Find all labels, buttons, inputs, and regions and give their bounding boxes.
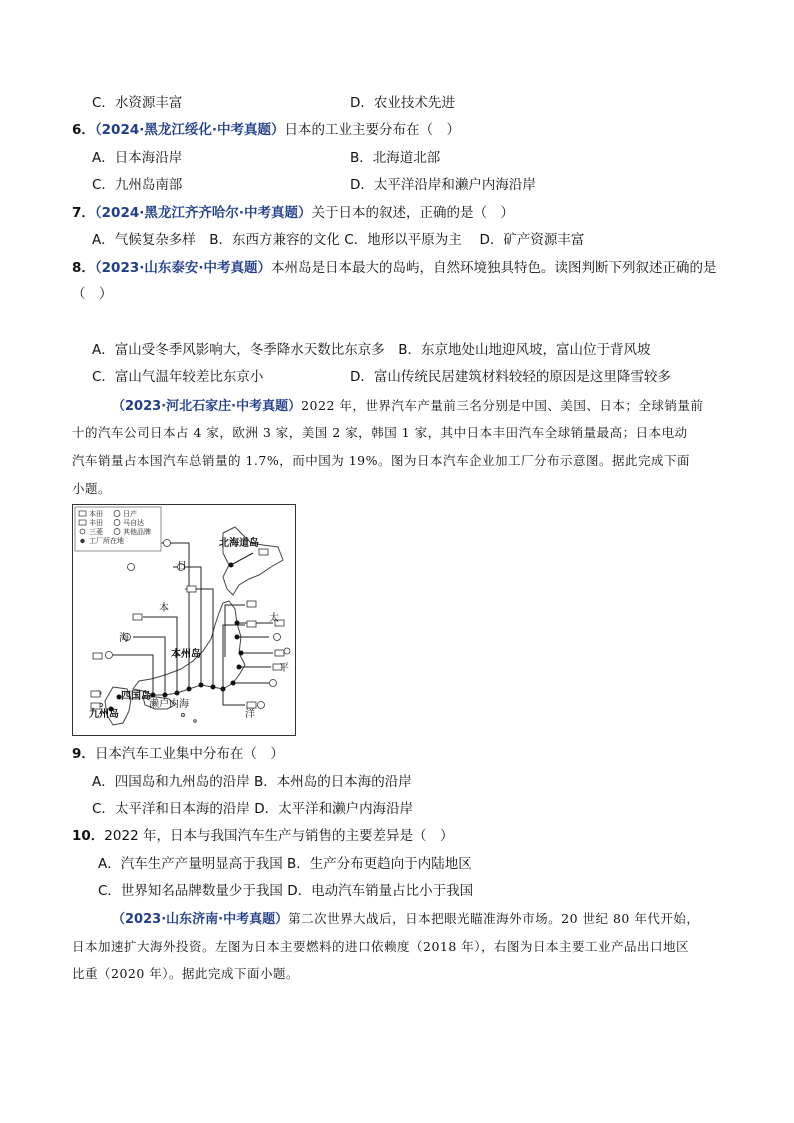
q8-option-c: C．富山气温年较差比东京小: [92, 369, 264, 385]
question-source: （2023·山东泰安·中考真题）: [94, 260, 271, 276]
q10-options-ab: A．汽车生产产量明显高于我国 B．生产分布更趋向于内陆地区: [98, 856, 472, 872]
passage-source: （2023·河北石家庄·中考真题）: [112, 399, 302, 414]
passage-2-line-3: 比重（2020 年）。据此完成下面小题。: [72, 966, 300, 981]
question-6-stem: [72, 120, 460, 140]
question-text: 日本汽车工业集中分布在（ ）: [94, 746, 284, 762]
question-7-stem: [72, 203, 514, 223]
question-number: 8．: [72, 260, 95, 276]
label-ri: 日: [177, 561, 187, 572]
passage-1-line-4: 小题。: [72, 481, 112, 496]
passage-1-line-1: （2023·河北石家庄·中考真题）2022 年，世界汽车产量前三名分别是中国、美国、日本；全球销量前: [112, 398, 704, 414]
q5-option-c: C．水资源丰富: [92, 95, 183, 111]
passage-1-line-3: 汽车销量占本国汽车总销量的 1.7%，而中国为 19%。图为日本汽车企业加工厂分布示意图。据此完成下面: [72, 453, 690, 468]
q6-option-b: B．北海道北部: [350, 150, 441, 166]
question-source: （2024·黑龙江齐齐哈尔·中考真题）: [94, 205, 312, 221]
question-10-stem: [72, 826, 453, 846]
label-kyushu: 九州岛: [89, 709, 119, 720]
label-tai: 太: [269, 613, 279, 624]
label-ping: 平: [279, 663, 289, 674]
q8-option-d: D．富山传统民居建筑材料较轻的原因是这里降雪较多: [350, 369, 671, 385]
q6-option-c: C．九州岛南部: [92, 177, 183, 193]
label-yang: 洋: [245, 709, 255, 720]
q9-options-ab: A．四国岛和九州岛的沿岸 B．本州岛的日本海的沿岸: [92, 774, 412, 790]
q6-option-a: A．日本海沿岸: [92, 150, 183, 166]
legend-factory: 工厂所在地: [89, 537, 124, 545]
question-number: 7．: [72, 205, 95, 221]
q5-option-d: D．农业技术先进: [350, 95, 455, 111]
question-text: 日本的工业主要分布在（ ）: [284, 122, 460, 138]
question-source: （2024·黑龙江绥化·中考真题）: [94, 122, 285, 138]
legend-mazda: 马自达: [123, 519, 144, 527]
label-honshu: 本州岛: [171, 649, 201, 660]
legend-mitsubishi: 三菱: [89, 528, 103, 536]
question-number: 10．: [72, 828, 105, 844]
question-9-stem: [72, 744, 284, 764]
passage-1-line-2: 十的汽车公司日本占 4 家，欧洲 3 家，美国 2 家，韩国 1 家，其中日本丰田汽车全球销量最高；日本电动: [72, 425, 688, 440]
question-number: 9．: [72, 746, 95, 762]
label-hai: 海: [119, 633, 129, 644]
q7-options: A．气候复杂多样 B．东西方兼容的文化 C．地形以平原为主 D．矿产资源丰富: [92, 232, 585, 248]
question-text: 本州岛是日本最大的岛屿，自然环境独具特色。读图判断下列叙述正确的是: [271, 260, 717, 276]
question-number: 6．: [72, 122, 95, 138]
q6-option-d: D．太平洋沿岸和濑户内海沿岸: [350, 177, 536, 193]
passage-2-line-1: （2023·山东济南·中考真题）第二次世界大战后，日本把眼光瞄准海外市场。20 世纪 80 年代开始，: [112, 911, 700, 927]
question-text: 2022 年，日本与我国汽车生产与销售的主要差异是（ ）: [104, 828, 454, 844]
question-text: 关于日本的叙述，正确的是（ ）: [311, 205, 514, 221]
q8-options-ab: A．富山受冬季风影响大，冬季降水天数比东京多 B．东京地处山地迎风坡，富山位于背风坡: [92, 342, 651, 358]
label-seto: 濑户内海: [149, 699, 189, 710]
label-hokkaido: 北海道岛: [219, 538, 259, 549]
brand-markers: [91, 540, 290, 710]
legend-other: 其他品牌: [123, 528, 151, 536]
passage-source: （2023·山东济南·中考真题）: [112, 912, 289, 927]
legend-nissan: 日产: [123, 510, 137, 518]
legend-toyota: 丰田: [89, 519, 103, 527]
question-8-stem: [72, 258, 717, 278]
label-ben: 本: [159, 603, 169, 614]
passage-2-line-2: 日本加速扩大海外投资。左图为日本主要燃料的进口依赖度（2018 年），右图为日本主要工业产品出口地区: [72, 939, 690, 954]
label-shikoku: 四国岛: [121, 691, 151, 702]
legend-honda: 本田: [89, 510, 103, 518]
q9-options-cd: C．太平洋和日本海的沿岸 D．太平洋和濑户内海沿岸: [92, 801, 414, 817]
q10-options-cd: C．世界知名品牌数量少于我国 D．电动汽车销量占比小于我国: [98, 883, 474, 899]
japan-auto-factory-map: [72, 504, 296, 736]
question-8-stem-cont: （ ）: [72, 286, 113, 302]
